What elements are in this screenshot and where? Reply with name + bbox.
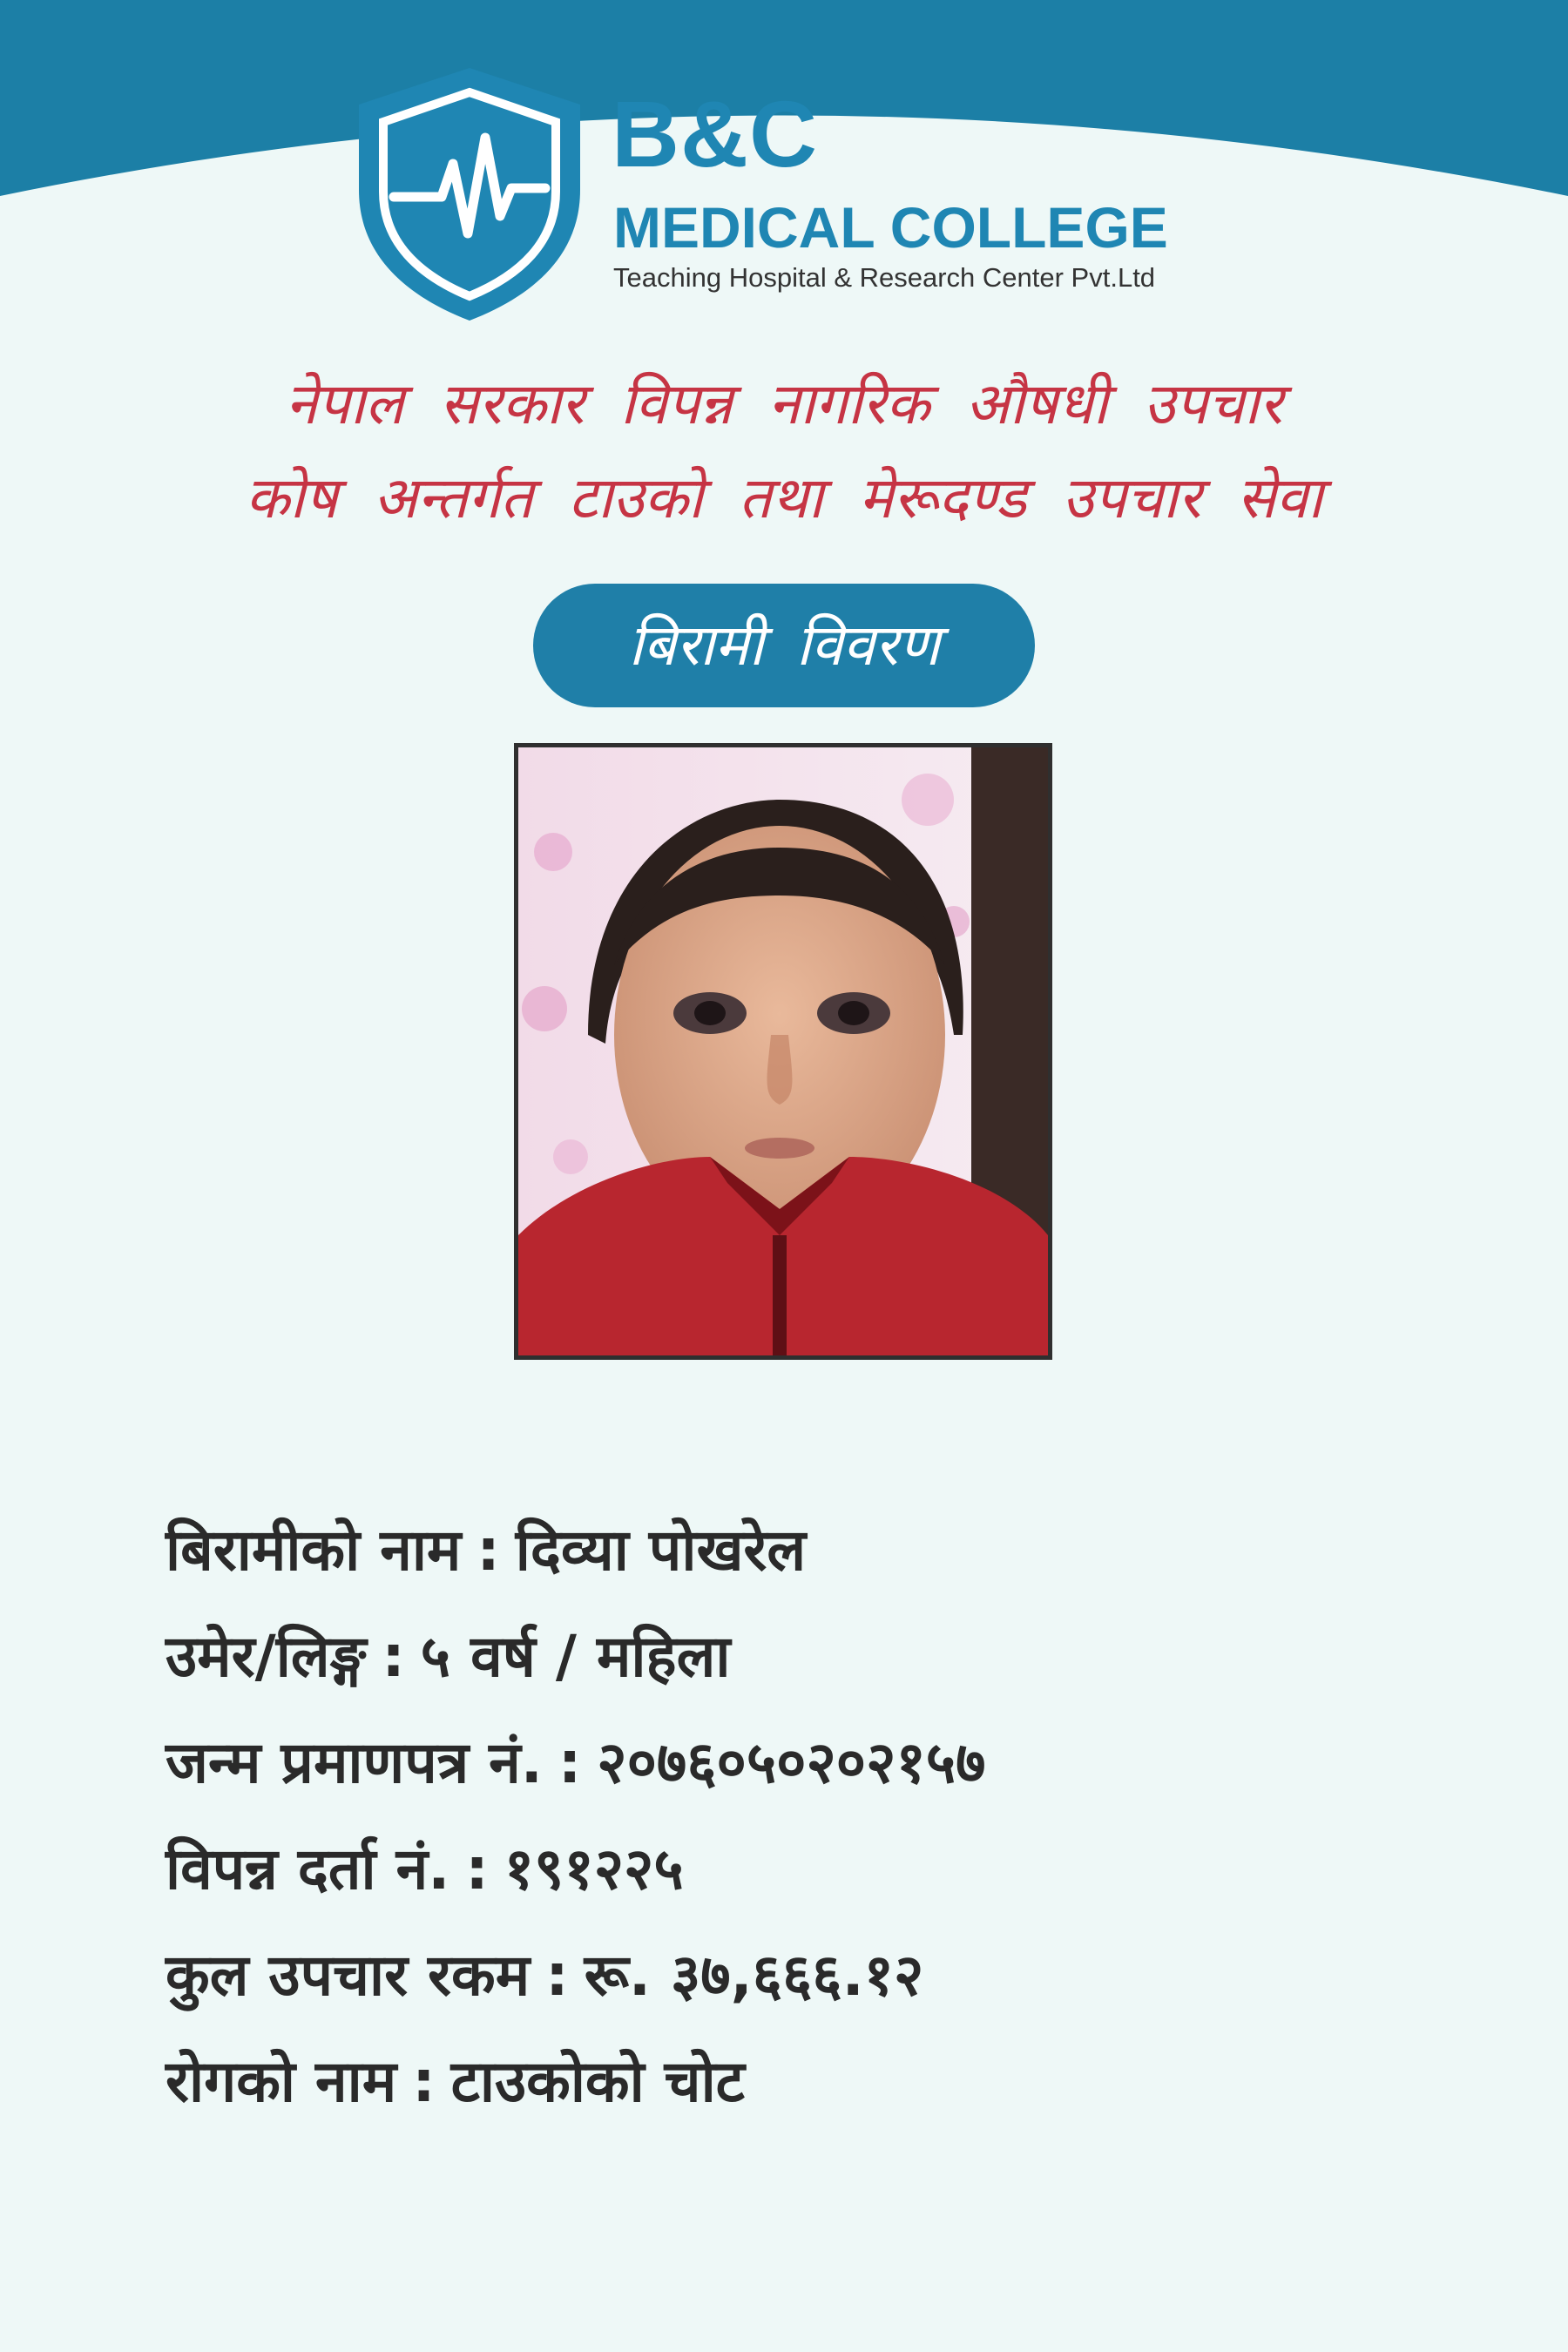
detail-label: रोगको नाम [166, 2048, 397, 2115]
detail-row-treatment-amount [166, 1923, 1472, 2030]
detail-separator: : [476, 1517, 500, 1584]
detail-separator: : [558, 1729, 582, 1796]
detail-label: उमेर/लिङ्ग [166, 1623, 367, 1690]
detail-value: १९१२२५ [504, 1835, 684, 1903]
detail-separator: : [412, 2048, 436, 2115]
detail-value: ५ वर्ष / महिला [420, 1623, 731, 1690]
program-headline [0, 357, 1568, 545]
detail-label: जन्म प्रमाणपत्र नं. [166, 1729, 543, 1796]
college-logo [359, 68, 1230, 329]
patient-details [166, 1498, 1472, 2136]
patient-photo-image [518, 747, 1048, 1355]
detail-separator: : [382, 1623, 405, 1690]
college-subtitle: MEDICAL COLLEGE [613, 195, 1168, 260]
detail-value: टाउकोको चोट [450, 2048, 745, 2115]
college-name: B&C [612, 81, 818, 186]
detail-row-age-gender [166, 1605, 1472, 1711]
headline-line-2: कोष अन्तर्गत टाउको तथा मेरूदण्ड उपचार सेवा [245, 464, 1323, 531]
shield-heartbeat-icon [359, 68, 580, 321]
section-label-badge: बिरामी विवरण [533, 584, 1035, 707]
detail-separator: : [545, 1942, 569, 2009]
detail-row-registration [166, 1817, 1472, 1923]
college-tagline: Teaching Hospital & Research Center Pvt.Ltd [613, 262, 1156, 293]
patient-photo [514, 743, 1052, 1360]
detail-value: रू. ३७,६६६.१२ [584, 1942, 924, 2009]
detail-label: बिरामीको नाम [166, 1517, 462, 1584]
detail-row-birth-certificate [166, 1711, 1472, 1817]
detail-label: विपन्न दर्ता नं. [166, 1835, 450, 1903]
detail-value: दिव्या पोखरेल [515, 1517, 807, 1584]
detail-row-disease [166, 2030, 1472, 2136]
headline-line-1: नेपाल सरकार विपन्न नागरिक औषधी उपचार [285, 370, 1283, 437]
detail-label: कुल उपचार रकम [166, 1942, 531, 2009]
detail-value: २०७६०५०२०२१५७ [597, 1729, 986, 1796]
detail-row-name [166, 1498, 1472, 1605]
detail-separator: : [465, 1835, 489, 1903]
